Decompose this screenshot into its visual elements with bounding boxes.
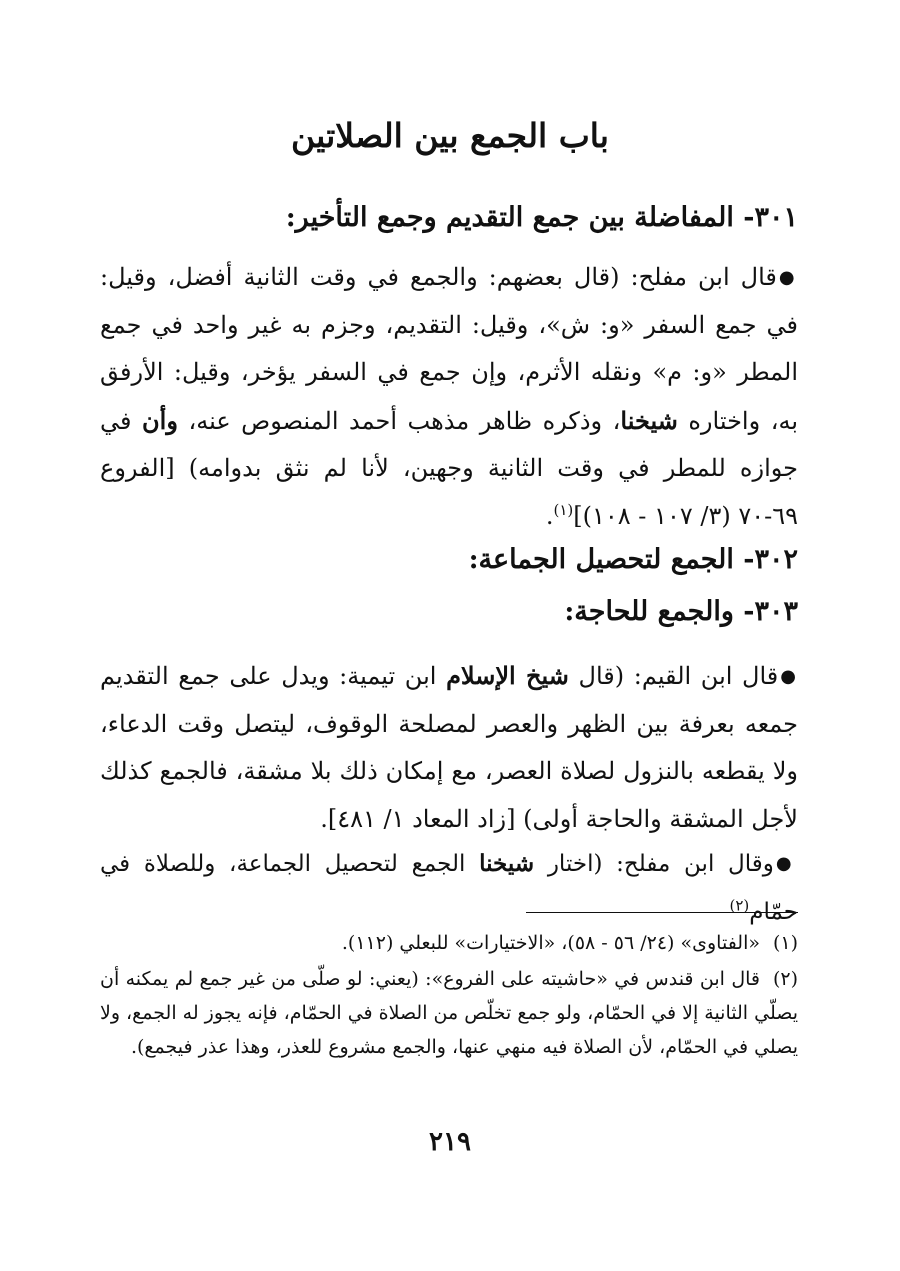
para-bold-text: وأن: [142, 405, 178, 435]
section-number: ٣٠٢-: [743, 544, 798, 575]
para-bold-text: شيخ الإسلام: [446, 661, 569, 690]
para-text: في جوازه للمطر في وقت الثانية وجهين، لأنا لم نثق بدوامه) [الفروع ٦٩-٧٠ (٣/ ١٠٧ - ١٠٨)]: [100, 406, 798, 530]
para-bold-text: شيخنا: [620, 405, 678, 435]
chapter-title: باب الجمع بين الصلاتين: [291, 116, 609, 155]
footnote-text: قال ابن قندس في «حاشيته على الفروع»: (يعني: لو صلّى من غير جمع لم يمكنه أن يصلّي الثانية إلا في الحمّام، ولو جمع تخلّص من الصلاة في الحمّام، فإنه يجوز له الجمع، ولا يصلي في الحمّام، لأن الصلاة فيه منهي عنها، والجمع مشروع للعذر، وهذا عذر فيجمع).: [100, 968, 798, 1058]
bullet-icon: ●: [775, 853, 798, 874]
paragraph-ibn-qayyim: [100, 652, 798, 843]
section-heading-303: [98, 590, 798, 634]
section-title: الجمع لتحصيل الجماعة:: [468, 544, 734, 575]
page-number: ٢١٩: [429, 1127, 471, 1157]
footnote-divider: [526, 912, 798, 913]
section-title: المفاضلة بين جمع التقديم وجمع التأخير:: [285, 202, 734, 233]
section-title: والجمع للحاجة:: [564, 596, 734, 627]
para-text: قال ابن مفلح: (قال بعضهم: والجمع في وقت الثانية أفضل، وقيل: في جمع السفر «و: ش»، وقيل: التقديم، وجزم به غير واحد في جمع المطر «و: م» ونقله الأثرم، وإن جمع في السفر يؤخر، وقيل: الأرفق به، واختاره: [100, 263, 798, 435]
footnote-number: (١): [772, 932, 798, 954]
footnote-text: «الفتاوى» (٢٤/ ٥٦ - ٥٨)، «الاختيارات» للبعلي (١١٢).: [341, 932, 760, 954]
para-text: قال ابن القيم: (قال: [578, 662, 779, 690]
bullet-icon: ●: [780, 666, 798, 687]
footnote-ref-2[interactable]: (٢): [729, 895, 750, 914]
para-bold-text: شيخنا: [479, 850, 535, 877]
para-text: وقال ابن مفلح: (اختار: [547, 851, 774, 877]
para-text: ابن تيمية: ويدل على جمع التقديم جمعه بعرفة بين الظهر والعصر لمصلحة الوقوف، ليتصل وقت الدعاء، ولا يقطعه بالنزول لصلاة العصر، مع إمكان ذلك بلا مشقة، فالجمع كذلك لأجل المشقة والحاجة أولى) [زاد المعاد ١/ ٤٨١].: [100, 662, 798, 833]
footnote-1: [100, 926, 798, 960]
section-heading-301: [98, 196, 798, 240]
section-number: ٣٠١-: [743, 202, 798, 233]
section-heading-302: [98, 538, 798, 582]
para-text: الجمع لتحصيل الجماعة، وللصلاة في حمّام: [100, 851, 798, 925]
footnote-ref-1[interactable]: (١): [553, 500, 574, 519]
bullet-icon: ●: [778, 267, 798, 288]
para-text: ، وذكره ظاهر مذهب أحمد المنصوص عنه،: [188, 406, 621, 435]
para-end: .: [545, 501, 554, 530]
footnote-number: (٢): [772, 968, 798, 990]
footnote-2: [100, 962, 798, 1064]
section-number: ٣٠٣-: [743, 596, 798, 627]
paragraph-ibn-muflih-1: [100, 254, 798, 540]
paragraph-ibn-muflih-2: [100, 840, 798, 936]
